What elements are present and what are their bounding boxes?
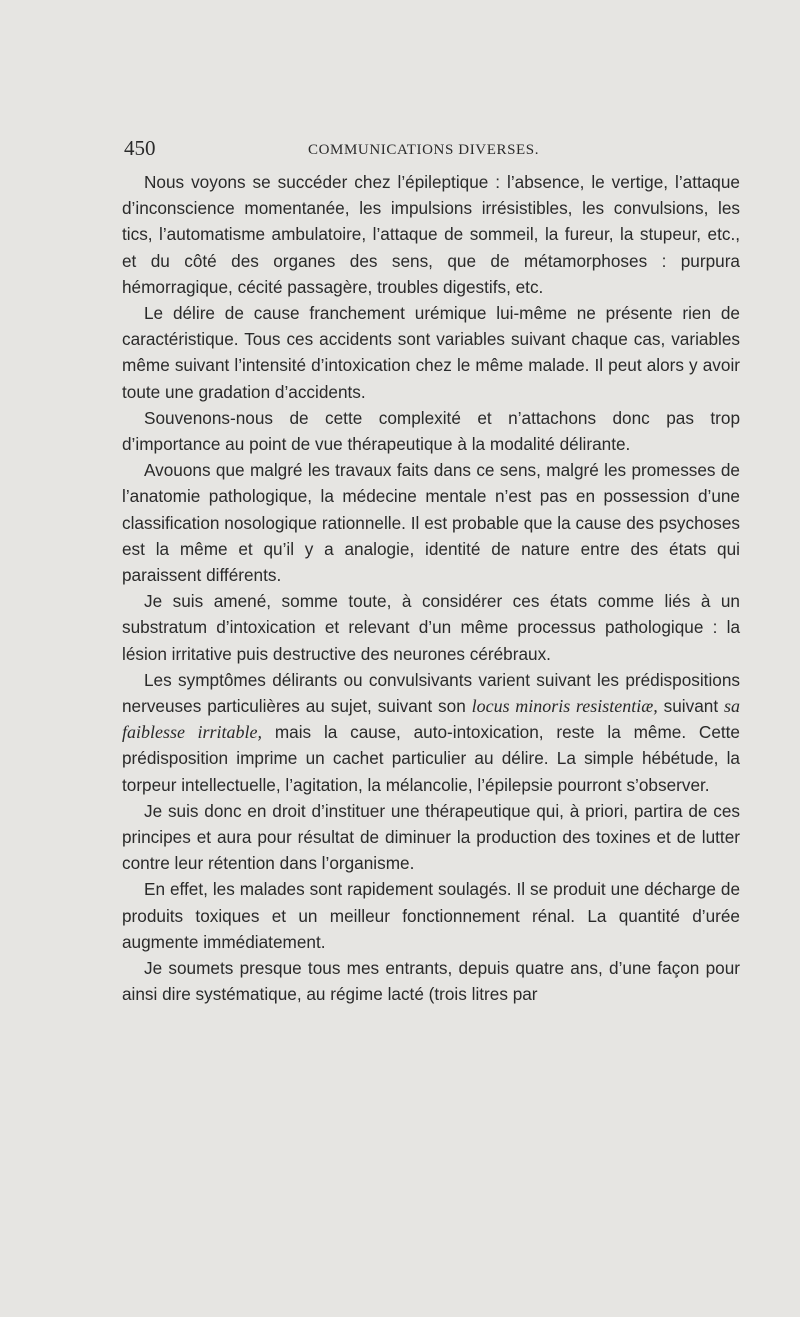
paragraph-1: Nous voyons se succéder chez l’épileptique : l’absence, le vertige, l’attaque d’inconscience momentanée, les impulsions irrésistibles, les convulsions, les tics, l’automatisme ambulatoire, l’attaque de sommeil, la fureur, la stupeur, etc., et du côté des organes des sens, que de métamorphoses : purpura hémorragique, cécité passagère, troubles digestifs, etc. — [122, 172, 740, 297]
running-title: COMMUNICATIONS DIVERSES. — [308, 142, 540, 158]
italic-locus-minoris: locus minoris resistentiæ, — [471, 696, 658, 717]
paragraph-7: Je suis donc en droit d’instituer une thérapeutique qui, à priori, partira de ces principes et aura pour résultat de diminuer la production des toxines et de lutter contre leur rétention dans l’organisme. — [122, 800, 740, 874]
page-number: 450 — [124, 136, 156, 160]
paragraph-6-text-a: Les symptômes délirants ou convulsivants varient suivant les prédispositions nerveuses particulières au sujet, suivant son — [122, 669, 740, 717]
paragraph-2: Le délire de cause franchement urémique lui-même ne présente rien de caractéristique. Tous ces accidents sont variables suivant chaque cas, variables même suivant l’intensité d’intoxication chez le même malade. Il peut alors y avoir toute une gradation d’accidents. — [122, 303, 740, 402]
page-header — [124, 136, 740, 166]
paragraph-6 — [122, 667, 740, 798]
paragraph-4: Avouons que malgré les travaux faits dans ce sens, malgré les promesses de l’anatomie pathologique, la médecine mentale n’est pas en possession d’une classification nosologique rationnelle. Il est probable que la cause des psychoses est la même et qu’il y a analogie, identité de nature entre des états qui paraissent différents. — [122, 460, 740, 586]
body-text — [122, 169, 740, 1008]
paragraph-5: Je suis amené, somme toute, à considérer ces états comme liés à un substratum d’intoxication et relevant d’un même processus pathologique : la lésion irritative puis destructive des neurones cérébraux. — [122, 591, 740, 664]
paragraph-6-text-b: suivant — [657, 696, 724, 717]
paragraph-6-text-c: mais la cause, auto-intoxication, reste la même. Cette prédisposition imprime un cachet particulier au délire. La simple hébétude, la torpeur intellectuelle, l’agitation, la mélancolie, l’épilepsie pourront s’observer. — [122, 722, 740, 795]
paragraph-9: Je soumets presque tous mes entrants, depuis quatre ans, d’une façon pour ainsi dire systématique, au régime lacté (trois litres par — [122, 958, 740, 1005]
paragraph-3: Souvenons-nous de cette complexité et n’attachons donc pas trop d’importance au point de vue thérapeutique à la modalité délirante. — [122, 407, 740, 455]
paragraph-8: En effet, les malades sont rapidement soulagés. Il se produit une décharge de produits toxiques et un meilleur fonctionnement rénal. La quantité d’urée augmente immédiatement. — [122, 879, 740, 952]
italic-faiblesse-irritable: sa faiblesse irritable, — [122, 696, 741, 743]
